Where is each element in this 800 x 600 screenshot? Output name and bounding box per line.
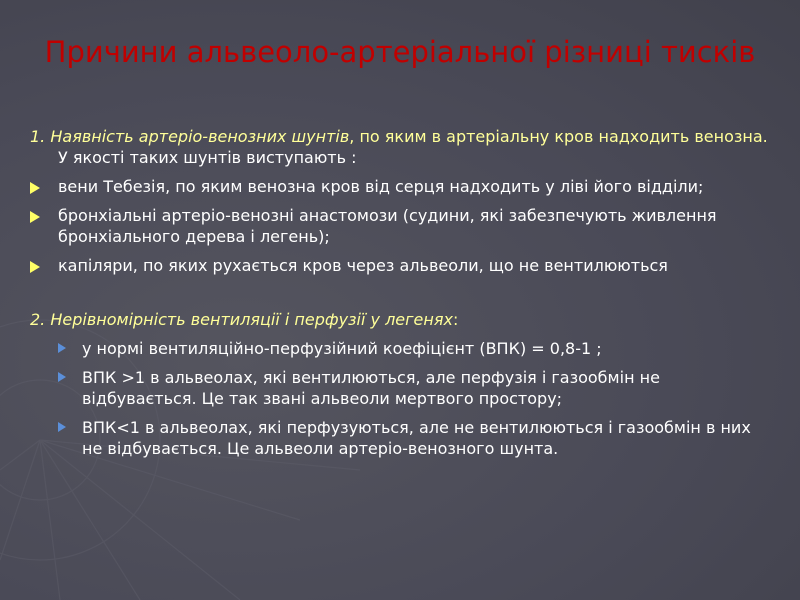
list-item-text: бронхіальні артеріо-венозні анастомози (судини, які забезпечують живлення бронхіального дерева і легень); xyxy=(58,206,717,246)
section2-lead xyxy=(30,309,770,330)
section1-lead xyxy=(30,126,770,168)
list-item xyxy=(30,176,770,197)
arrow-bullet-icon xyxy=(30,182,40,194)
section2-lead-italic: 2. Нерівномірність вентиляції і перфузії у легенях xyxy=(30,310,453,329)
list-item-text: вени Тебезія, по яким венозна кров від серця надходить у ліві його відділи; xyxy=(58,177,704,196)
list-item xyxy=(30,205,770,247)
list-item xyxy=(30,255,770,276)
list-item-text: ВПК<1 в альвеолах, які перфузуються, але не вентилюються і газообмін в них не відбувається. Це альвеоли артеріо-венозного шунта. xyxy=(82,418,751,458)
section1-lead-italic: 1. Наявність артеріо-венозних шунтів xyxy=(30,127,350,146)
list-item xyxy=(58,367,770,409)
section2-lead-tail: : xyxy=(452,310,459,329)
section1-lead-tail: У якості таких шунтів виступають : xyxy=(58,148,357,167)
list-item-text: капіляри, по яких рухається кров через альвеоли, що не вентилюються xyxy=(58,256,668,275)
list-item-text: у нормі вентиляційно-перфузійний коефіцієнт (ВПК) = 0,8-1 ; xyxy=(82,339,602,358)
list-item xyxy=(58,338,770,359)
list-item-text: ВПК >1 в альвеолах, які вентилюються, але перфузія і газообмін не відбувається. Це так звані альвеоли мертвого простору; xyxy=(82,368,660,408)
triangle-bullet-icon xyxy=(58,372,66,382)
section1-lead-mid: , по яким в артеріальну кров надходить венозна. xyxy=(349,127,768,146)
list-item xyxy=(58,417,770,459)
spacer xyxy=(30,284,770,309)
arrow-bullet-icon xyxy=(30,261,40,273)
slide-content xyxy=(30,126,770,467)
triangle-bullet-icon xyxy=(58,343,66,353)
triangle-bullet-icon xyxy=(58,422,66,432)
section1-list xyxy=(30,176,770,276)
section2-list xyxy=(30,338,770,459)
slide-title: Причини альвеоло-артеріальної різниці тисків xyxy=(44,35,756,69)
arrow-bullet-icon xyxy=(30,211,40,223)
